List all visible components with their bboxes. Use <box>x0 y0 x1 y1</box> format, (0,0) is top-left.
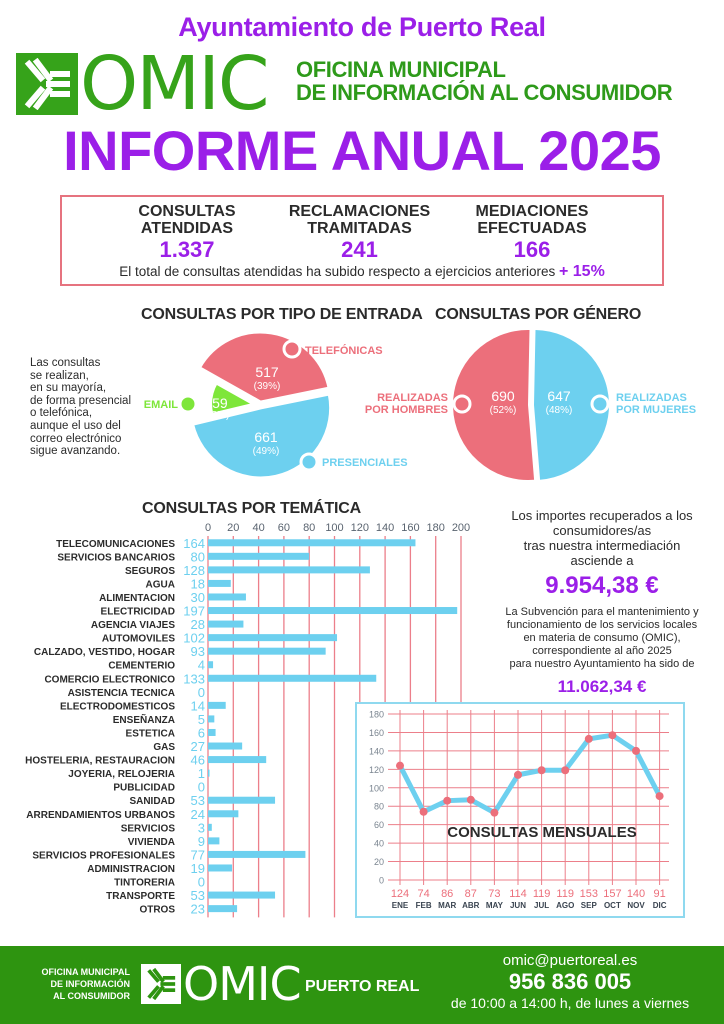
right-info <box>488 508 716 697</box>
bar-category-label: TRANSPORTE <box>106 891 175 903</box>
bar-mark <box>208 566 370 573</box>
pie2-labels <box>365 388 696 416</box>
line-month-label: ABR <box>462 901 480 910</box>
line-value-label: 124 <box>390 888 410 900</box>
bar-mark <box>208 797 275 804</box>
bar-value-label: 14 <box>190 698 205 714</box>
logo-subtitle <box>296 58 672 104</box>
omic-emblem-icon <box>16 53 78 115</box>
bar-mark <box>208 621 243 628</box>
stat-mediaciones <box>457 203 607 262</box>
mujeres-marker <box>592 396 608 412</box>
stat-consultas <box>112 203 262 262</box>
bar-value-label: 5 <box>197 711 205 727</box>
email-marker <box>180 396 196 412</box>
bar-category-label: SANIDAD <box>129 796 175 808</box>
organization-title: Ayuntamiento de Puerto Real <box>178 12 546 42</box>
bar-xtick-label: 60 <box>277 522 291 534</box>
line-chart-title: CONSULTAS MENSUALES <box>447 824 637 841</box>
presenciales-value: 661 <box>254 429 278 445</box>
bar-xtick-label: 0 <box>204 522 212 534</box>
bar-value-label: 102 <box>183 630 205 646</box>
bar-category-label: ADMINISTRACION <box>87 863 175 875</box>
bar-mark <box>208 756 266 763</box>
presenciales-marker <box>301 454 317 470</box>
bar-category-label: PUBLICIDAD <box>113 782 175 794</box>
footer-city: PUERTO REAL <box>305 978 420 995</box>
line-value-label: 86 <box>441 888 454 900</box>
bar-xtick-label: 40 <box>252 522 265 534</box>
bar-mark <box>208 729 216 736</box>
bar-xtick-label: 20 <box>227 522 240 534</box>
bar-category-label: SERVICIOS <box>120 823 175 835</box>
bar-value-label: 77 <box>190 847 205 863</box>
bar-category-label: ELECTRICIDAD <box>100 606 175 618</box>
bar-mark <box>208 539 415 546</box>
hombres-label-line2: POR HOMBRES <box>364 404 448 416</box>
report-title: INFORME ANUAL 2025 <box>63 119 661 182</box>
line-value-label: 153 <box>579 888 598 900</box>
bar-category-label: TINTORERIA <box>114 877 175 889</box>
bar-mark <box>208 553 309 560</box>
bar-value-label: 46 <box>190 752 205 768</box>
stats-note <box>62 263 662 281</box>
bar-value-label: 133 <box>183 671 205 687</box>
bar-mark <box>208 580 231 587</box>
bar-value-label: 53 <box>190 793 205 809</box>
pie-chart-genero <box>360 325 724 480</box>
bar-mark <box>208 648 326 655</box>
line-month-label: NOV <box>627 901 645 910</box>
bar-category-label: ASISTENCIA TECNICA <box>67 687 175 699</box>
bar-mark <box>208 824 212 831</box>
bar-value-label: 53 <box>190 888 205 904</box>
stat-label: ATENDIDAS <box>140 220 234 237</box>
side-text-line: aunque el uso del <box>30 419 121 432</box>
bar-category-label: VIVIENDA <box>127 836 175 848</box>
telefonicas-label: TELEFÓNICAS <box>305 345 383 357</box>
bar-value-label: 18 <box>190 576 205 592</box>
stat-label: TRAMITADAS <box>307 220 412 237</box>
bar-mark <box>208 892 275 899</box>
stat-label: RECLAMACIONES <box>288 203 431 220</box>
stat-reclamaciones <box>277 203 442 262</box>
bar-xtick-label: 160 <box>401 522 420 534</box>
bar-xtick-label: 80 <box>303 522 316 534</box>
line-ytick-label: 180 <box>368 709 384 720</box>
side-text-line: se realizan, <box>30 369 89 382</box>
line-value-label: 140 <box>626 888 646 900</box>
pie2-slices <box>453 330 609 480</box>
bar-value-label: 9 <box>197 833 205 849</box>
bar-category-label: CALZADO, VESTIDO, HOGAR <box>33 647 175 659</box>
bar-mark <box>208 810 238 817</box>
side-text-line: de forma presencial <box>30 394 131 407</box>
stat-value: 166 <box>513 237 551 262</box>
footer-office-line: OFICINA MUNICIPAL <box>41 967 130 977</box>
bar-value-label: 164 <box>183 535 205 551</box>
line-month-label: JUL <box>534 901 550 910</box>
footer-office-line: DE INFORMACIÓN <box>50 979 130 989</box>
bar-mark <box>208 715 214 722</box>
side-text-line: correo electrónico <box>30 432 122 445</box>
bar-value-label: 23 <box>190 901 205 917</box>
line-month-label: OCT <box>603 901 621 910</box>
line-ytick-label: 0 <box>378 875 384 886</box>
mujeres-label-line2: POR MUJERES <box>616 404 697 416</box>
bar-value-label: 28 <box>190 617 205 633</box>
bar-mark <box>208 905 237 912</box>
mujeres-value: 647 <box>547 388 571 404</box>
bar-category-label: ALIMENTACION <box>99 592 175 604</box>
recovered-text-line: tras nuestra intermediación <box>523 538 681 553</box>
pie-entrada-title: CONSULTAS POR TIPO DE ENTRADA <box>141 306 423 323</box>
bar-value-label: 30 <box>190 589 205 605</box>
bar-category-label: HOSTELERIA, RESTAURACION <box>25 755 175 767</box>
bar-value-label: 24 <box>190 806 205 822</box>
stat-label: CONSULTAS <box>138 203 236 220</box>
subsidy-text-line: en materia de consumo (OMIC), <box>523 632 681 644</box>
recovered-amount: 9.954,38 € <box>545 572 659 599</box>
bar-xtick-label: 140 <box>375 522 395 534</box>
subsidy-amount: 11.062,34 € <box>557 677 647 696</box>
line-point <box>561 766 569 774</box>
side-text-line: sigue avanzando. <box>30 445 121 458</box>
hombres-marker <box>454 396 470 412</box>
telefonicas-percent: (39%) <box>253 381 281 392</box>
hombres-value: 690 <box>491 388 515 404</box>
line-point <box>514 771 522 779</box>
line-month-label: MAR <box>438 901 457 910</box>
stat-label: MEDIACIONES <box>475 203 589 220</box>
subsidy-text-line: La Subvención para el mantenimiento y <box>505 606 699 618</box>
footer-email[interactable]: omic@puertoreal.es <box>502 952 638 969</box>
bar-value-label: 6 <box>197 725 205 741</box>
line-point <box>608 731 616 739</box>
line-month-label: DIC <box>652 901 667 910</box>
hombres-percent: (52%) <box>489 405 517 416</box>
recovered-text-line: consumidores/as <box>552 523 652 538</box>
bar-xtick-label: 180 <box>426 522 445 534</box>
line-ytick-label: 160 <box>368 727 384 738</box>
line-value-label: 73 <box>488 888 501 900</box>
bar-xtick-label: 100 <box>325 522 344 534</box>
line-value-label: 119 <box>556 888 574 900</box>
bar-mark <box>208 593 246 600</box>
line-value-label: 119 <box>532 888 551 900</box>
line-point <box>656 792 664 800</box>
bar-category-label: ENSEÑANZA <box>112 714 175 726</box>
footer-office <box>30 966 130 1002</box>
email-label: EMAIL <box>143 399 178 411</box>
line-month-label: ENE <box>391 901 409 910</box>
bar-mark <box>208 702 226 709</box>
presenciales-label: PRESENCIALES <box>322 457 408 469</box>
stat-value: 1.337 <box>159 237 215 262</box>
bar-value-label: 0 <box>197 684 205 700</box>
bar-category-label: SEGUROS <box>124 565 175 577</box>
line-ytick-label: 40 <box>373 838 384 849</box>
line-ytick-label: 60 <box>373 820 384 831</box>
footer-omic-text: OMIC <box>183 957 301 1011</box>
hombres-label-line1: REALIZADAS <box>377 392 448 404</box>
bar-mark <box>208 675 376 682</box>
bar-category-label: ARRENDAMIENTOS URBANOS <box>26 809 175 821</box>
bar-mark <box>208 864 232 871</box>
line-point <box>467 796 475 804</box>
line-chart-frame <box>356 703 684 917</box>
logo-subtitle-line2: DE INFORMACIÓN AL CONSUMIDOR <box>296 80 673 105</box>
line-point <box>420 808 428 816</box>
bar-value-label: 80 <box>190 549 205 565</box>
stat-label: EFECTUADAS <box>477 220 587 237</box>
line-month-label: MAY <box>485 901 503 910</box>
bar-value-label: 3 <box>197 820 205 836</box>
pie-genero-title: CONSULTAS POR GÉNERO <box>435 306 642 323</box>
footer <box>0 946 724 1024</box>
footer-phone[interactable]: 956 836 005 <box>508 969 632 994</box>
line-point <box>490 809 498 817</box>
subsidy-text-line: correspondiente al año 2025 <box>532 645 672 657</box>
bar-category-label: COMERCIO ELECTRONICO <box>44 674 175 686</box>
bar-value-label: 27 <box>190 739 205 755</box>
bar-mark <box>208 851 305 858</box>
bar-category-label: AGUA <box>145 579 175 591</box>
side-text <box>30 357 131 458</box>
omic-logo-text: OMIC <box>80 41 268 127</box>
bar-chart-title: CONSULTAS POR TEMÁTICA <box>142 500 361 517</box>
bar-value-label: 4 <box>197 657 205 673</box>
bar-category-label: ESTETICA <box>125 728 175 740</box>
line-point <box>632 747 640 755</box>
subsidy-text-line: para nuestro Ayuntamiento ha sido de <box>509 658 695 670</box>
line-value-label: 91 <box>653 888 666 900</box>
line-ytick-label: 120 <box>368 764 384 775</box>
line-ytick-label: 80 <box>373 801 384 812</box>
bar-xtick-label: 120 <box>350 522 369 534</box>
email-value: 159 <box>204 395 228 411</box>
line-ytick-label: 100 <box>368 783 384 794</box>
bar-category-label: TELECOMUNICACIONES <box>56 538 175 550</box>
mujeres-percent: (48%) <box>545 405 573 416</box>
footer-office-line: AL CONSUMIDOR <box>53 991 130 1001</box>
line-point <box>396 762 404 770</box>
line-ytick-label: 20 <box>373 857 384 868</box>
line-chart-mensual <box>355 702 685 918</box>
footer-omic-emblem-icon <box>141 964 181 1004</box>
bar-mark <box>208 634 337 641</box>
stats-box <box>60 195 664 286</box>
recovered-text-line: Los importes recuperados a los <box>511 508 693 523</box>
bar-mark <box>208 770 210 777</box>
line-month-label: AGO <box>556 901 575 910</box>
omic-logo <box>16 41 268 127</box>
stats-note-highlight: + 15% <box>558 263 605 280</box>
bar-mark <box>208 607 457 614</box>
presenciales-percent: (49%) <box>252 446 280 457</box>
footer-hours: de 10:00 a 14:00 h, de lunes a viernes <box>450 995 690 1011</box>
mujeres-label-line1: REALIZADAS <box>616 392 687 404</box>
bar-mark <box>208 661 213 668</box>
line-ytick-label: 140 <box>368 746 384 757</box>
bar-category-label: ELECTRODOMESTICOS <box>59 701 175 713</box>
bar-value-label: 0 <box>197 779 205 795</box>
bar-category-label: CEMENTERIO <box>108 660 175 672</box>
bar-category-label: AUTOMOVILES <box>101 633 175 645</box>
line-value-label: 114 <box>509 888 527 900</box>
telefonicas-marker <box>284 341 300 357</box>
bar-value-label: 93 <box>190 644 205 660</box>
line-point <box>443 797 451 805</box>
side-text-line: en su mayoría, <box>30 382 107 395</box>
bar-value-label: 1 <box>197 766 205 782</box>
recovered-text <box>488 508 716 568</box>
bar-value-label: 19 <box>190 860 205 876</box>
bar-value-label: 0 <box>197 874 205 890</box>
line-point <box>585 735 593 743</box>
bar-value-label: 128 <box>183 562 205 578</box>
bar-mark <box>208 743 242 750</box>
line-value-label: 157 <box>603 888 622 900</box>
bar-category-label: SERVICIOS PROFESIONALES <box>32 850 175 862</box>
bar-category-label: GAS <box>153 742 175 754</box>
stats-note-text: El total de consultas atendidas ha subido respecto a ejercicios anteriores <box>119 264 556 279</box>
logo-subtitle-line1: OFICINA MUNICIPAL <box>296 57 506 82</box>
bar-value-label: 197 <box>183 603 205 619</box>
line-month-label: JUN <box>509 901 527 910</box>
bar-category-label: JOYERIA, RELOJERIA <box>68 769 175 781</box>
recovered-text-line: asciende a <box>570 553 634 568</box>
bar-category-label: AGENCIA VIAJES <box>90 620 175 632</box>
bar-xtick-label: 200 <box>451 522 471 534</box>
email-percent: (12%) <box>202 410 230 421</box>
line-point <box>538 766 546 774</box>
line-month-label: FEB <box>415 901 432 910</box>
stat-value: 241 <box>341 237 378 262</box>
bar-category-label: SERVICIOS BANCARIOS <box>57 552 175 564</box>
telefonicas-value: 517 <box>255 364 279 380</box>
bar-category-label: OTROS <box>139 904 175 916</box>
side-text-line: o telefónica, <box>30 407 93 420</box>
subsidy-text-line: funcionamiento de los servicios locales <box>506 619 698 631</box>
side-text-line: Las consultas <box>30 357 101 369</box>
line-value-label: 74 <box>417 888 430 900</box>
bar-mark <box>208 837 219 844</box>
line-value-label: 87 <box>464 888 477 900</box>
footer-omic-logo <box>141 957 301 1011</box>
subsidy-text <box>488 606 716 671</box>
line-month-label: SEP <box>580 901 597 910</box>
footer-contact <box>430 952 710 1011</box>
